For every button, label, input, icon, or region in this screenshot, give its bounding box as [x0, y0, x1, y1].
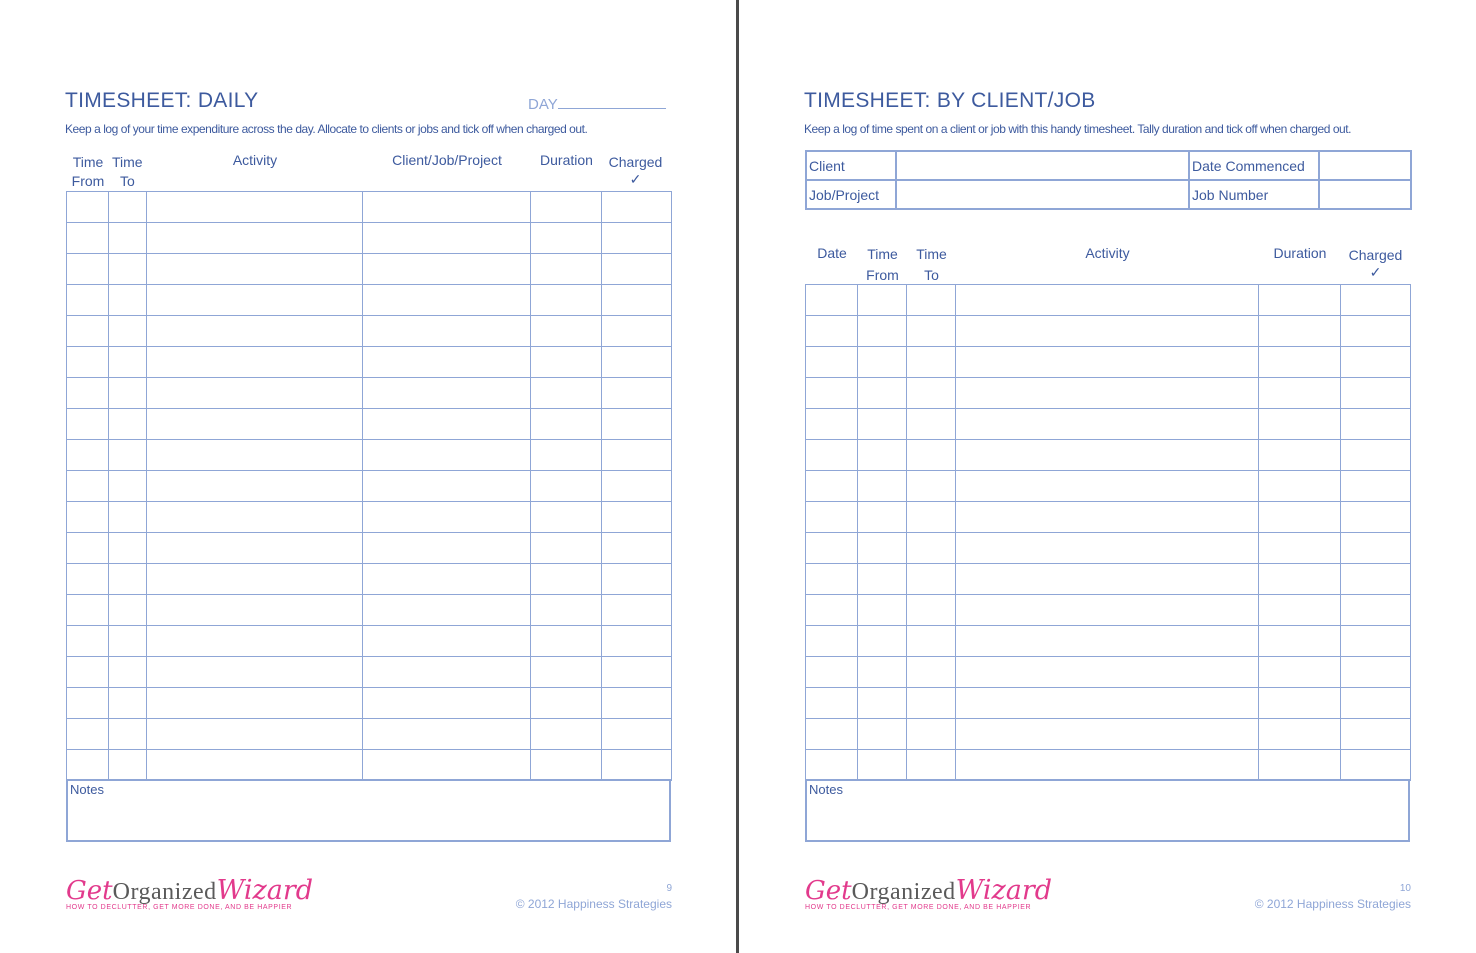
- table-row: [67, 626, 672, 657]
- table-row: [67, 533, 672, 564]
- entry-cell[interactable]: [1259, 719, 1341, 750]
- entry-cell[interactable]: [806, 564, 858, 595]
- entry-cell[interactable]: [1341, 471, 1411, 502]
- client-field[interactable]: [896, 151, 1189, 180]
- entry-cell[interactable]: [806, 533, 858, 564]
- entry-cell[interactable]: [858, 316, 907, 347]
- col-header-time-to: Time To: [112, 154, 143, 189]
- entry-cell[interactable]: [363, 657, 531, 688]
- entry-cell[interactable]: [956, 378, 1259, 409]
- check-icon: ✓: [629, 171, 642, 187]
- entry-cell[interactable]: [363, 316, 531, 347]
- entry-cell[interactable]: [806, 440, 858, 471]
- entry-cell[interactable]: [109, 564, 147, 595]
- entry-cell[interactable]: [1259, 502, 1341, 533]
- entry-cell[interactable]: [109, 285, 147, 316]
- table-row: [806, 564, 1411, 595]
- entry-cell[interactable]: [363, 688, 531, 719]
- table-row: [806, 440, 1411, 471]
- entry-cell[interactable]: [956, 750, 1259, 781]
- entry-cell[interactable]: [67, 378, 109, 409]
- page-number: 9: [666, 883, 672, 894]
- entry-cell[interactable]: [956, 409, 1259, 440]
- entry-cell[interactable]: [602, 564, 672, 595]
- entry-cell[interactable]: [858, 719, 907, 750]
- logo-tagline: HOW TO DECLUTTER, GET MORE DONE, AND BE HAPPIER: [805, 904, 1032, 911]
- entry-cell[interactable]: [1341, 409, 1411, 440]
- entry-cell[interactable]: [858, 688, 907, 719]
- entry-cell[interactable]: [363, 254, 531, 285]
- entry-cell[interactable]: [109, 626, 147, 657]
- entry-cell[interactable]: [67, 409, 109, 440]
- entry-cell[interactable]: [531, 409, 602, 440]
- get-organized-wizard-logo: GetOrganizedWizard HOW TO DECLUTTER, GET MORE DONE, AND BE HAPPIER: [805, 875, 1053, 911]
- entry-cell[interactable]: [147, 750, 363, 781]
- entry-cell[interactable]: [907, 409, 956, 440]
- entry-cell[interactable]: [109, 750, 147, 781]
- notes-label: Notes: [809, 782, 843, 797]
- entry-cell[interactable]: [1341, 564, 1411, 595]
- entry-cell[interactable]: [602, 223, 672, 254]
- entry-cell[interactable]: [806, 378, 858, 409]
- entry-cell[interactable]: [363, 378, 531, 409]
- entry-cell[interactable]: [67, 471, 109, 502]
- entry-cell[interactable]: [858, 657, 907, 688]
- entry-cell[interactable]: [858, 347, 907, 378]
- col-header-charged: Charged ✓: [602, 153, 669, 189]
- table-row: [806, 750, 1411, 781]
- entry-cell[interactable]: [147, 719, 363, 750]
- entry-cell[interactable]: [956, 285, 1259, 316]
- job-project-label: Job/Project: [806, 180, 896, 209]
- entry-cell[interactable]: [363, 471, 531, 502]
- entry-cell[interactable]: [956, 502, 1259, 533]
- entry-cell[interactable]: [602, 347, 672, 378]
- entry-cell[interactable]: [956, 347, 1259, 378]
- entry-cell[interactable]: [363, 750, 531, 781]
- entry-cell[interactable]: [67, 595, 109, 626]
- entry-cell[interactable]: [531, 595, 602, 626]
- entry-cell[interactable]: [1259, 564, 1341, 595]
- entry-cell[interactable]: [147, 440, 363, 471]
- col-header-charged: Charged ✓: [1341, 246, 1410, 282]
- entry-cell[interactable]: [1341, 595, 1411, 626]
- table-row: [806, 347, 1411, 378]
- entry-cell[interactable]: [531, 533, 602, 564]
- entry-cell[interactable]: [147, 595, 363, 626]
- entry-cell[interactable]: [363, 192, 531, 223]
- entry-cell[interactable]: [858, 285, 907, 316]
- page-subtitle: Keep a log of time spent on a client or job with this handy timesheet. Tally duration and tick off when charged out.: [804, 122, 1352, 136]
- entry-cell[interactable]: [363, 502, 531, 533]
- entry-cell[interactable]: [531, 657, 602, 688]
- entry-cell[interactable]: [531, 285, 602, 316]
- entry-cell[interactable]: [109, 688, 147, 719]
- entry-cell[interactable]: [109, 409, 147, 440]
- entry-cell[interactable]: [531, 750, 602, 781]
- entry-cell[interactable]: [806, 657, 858, 688]
- entry-cell[interactable]: [67, 316, 109, 347]
- entry-cell[interactable]: [147, 688, 363, 719]
- table-row: [806, 533, 1411, 564]
- entry-cell[interactable]: [858, 626, 907, 657]
- entry-cell[interactable]: [602, 595, 672, 626]
- entry-cell[interactable]: [806, 347, 858, 378]
- notes-label: Notes: [70, 782, 104, 797]
- entry-cell[interactable]: [531, 564, 602, 595]
- entry-cell[interactable]: [858, 440, 907, 471]
- entry-cell[interactable]: [67, 285, 109, 316]
- table-row: [806, 657, 1411, 688]
- entry-cell[interactable]: [67, 564, 109, 595]
- day-label: DAY: [528, 96, 558, 113]
- entry-cell[interactable]: [147, 471, 363, 502]
- entry-cell[interactable]: [109, 719, 147, 750]
- table-row: [67, 719, 672, 750]
- entry-cell[interactable]: [109, 440, 147, 471]
- table-row: [806, 285, 1411, 316]
- entry-cell[interactable]: [67, 502, 109, 533]
- table-row: [806, 471, 1411, 502]
- entry-cell[interactable]: [602, 471, 672, 502]
- entry-cell[interactable]: [956, 688, 1259, 719]
- entry-cell[interactable]: [858, 409, 907, 440]
- entry-cell[interactable]: [147, 533, 363, 564]
- entry-cell[interactable]: [363, 719, 531, 750]
- entry-cell[interactable]: [147, 378, 363, 409]
- entry-cell[interactable]: [806, 409, 858, 440]
- copyright: © 2012 Happiness Strategies: [1254, 897, 1411, 911]
- page-title: TIMESHEET: BY CLIENT/JOB: [804, 89, 1096, 112]
- entry-cell[interactable]: [1259, 626, 1341, 657]
- table-row: [806, 719, 1411, 750]
- entry-cell[interactable]: [858, 750, 907, 781]
- daily-timesheet-grid: [66, 191, 672, 781]
- entry-cell[interactable]: [907, 564, 956, 595]
- col-header-activity: Activity: [1085, 245, 1130, 261]
- entry-cell[interactable]: [858, 378, 907, 409]
- table-row: [67, 316, 672, 347]
- job-number-field[interactable]: [1319, 180, 1411, 209]
- entry-cell[interactable]: [1259, 378, 1341, 409]
- entry-cell[interactable]: [109, 657, 147, 688]
- entry-cell[interactable]: [1259, 657, 1341, 688]
- entry-cell[interactable]: [67, 192, 109, 223]
- page-subtitle: Keep a log of your time expenditure across the day. Allocate to clients or jobs and tick off when charged out.: [65, 122, 588, 136]
- table-row: [67, 502, 672, 533]
- entry-cell[interactable]: [363, 564, 531, 595]
- entry-cell[interactable]: [67, 688, 109, 719]
- entry-cell[interactable]: [1259, 285, 1341, 316]
- entry-cell[interactable]: [907, 688, 956, 719]
- entry-cell[interactable]: [531, 626, 602, 657]
- notes-box[interactable]: [66, 779, 671, 842]
- col-header-duration: Duration: [1273, 245, 1327, 261]
- table-row: [67, 285, 672, 316]
- col-header-activity: Activity: [232, 152, 278, 168]
- entry-cell[interactable]: [67, 223, 109, 254]
- entry-cell[interactable]: [1341, 440, 1411, 471]
- entry-cell[interactable]: [907, 440, 956, 471]
- entry-cell[interactable]: [907, 533, 956, 564]
- notes-box[interactable]: [805, 779, 1410, 842]
- entry-cell[interactable]: [806, 626, 858, 657]
- table-row: [67, 750, 672, 781]
- entry-cell[interactable]: [363, 409, 531, 440]
- table-row: [67, 564, 672, 595]
- entry-cell[interactable]: [806, 316, 858, 347]
- entry-cell[interactable]: [602, 440, 672, 471]
- entry-cell[interactable]: [602, 192, 672, 223]
- entry-cell[interactable]: [602, 626, 672, 657]
- entry-cell[interactable]: [1259, 688, 1341, 719]
- entry-cell[interactable]: [602, 533, 672, 564]
- table-row: [67, 254, 672, 285]
- entry-cell[interactable]: [109, 378, 147, 409]
- entry-cell[interactable]: [1259, 316, 1341, 347]
- date-commenced-field[interactable]: [1319, 151, 1411, 180]
- copyright: © 2012 Happiness Strategies: [515, 897, 672, 911]
- page-number: 10: [1399, 883, 1411, 894]
- entry-cell[interactable]: [858, 502, 907, 533]
- entry-cell[interactable]: [109, 254, 147, 285]
- entry-cell[interactable]: [907, 378, 956, 409]
- entry-cell[interactable]: [1341, 378, 1411, 409]
- entry-cell[interactable]: [1259, 750, 1341, 781]
- table-row: [67, 595, 672, 626]
- entry-cell[interactable]: [67, 347, 109, 378]
- entry-cell[interactable]: [1259, 409, 1341, 440]
- entry-cell[interactable]: [1341, 502, 1411, 533]
- client-job-timesheet-grid: [805, 284, 1411, 781]
- entry-cell[interactable]: [67, 719, 109, 750]
- table-row: [67, 347, 672, 378]
- table-row: [67, 223, 672, 254]
- entry-cell[interactable]: [109, 471, 147, 502]
- day-field[interactable]: [528, 94, 666, 113]
- entry-cell[interactable]: [956, 657, 1259, 688]
- entry-cell[interactable]: [363, 533, 531, 564]
- table-row: [67, 688, 672, 719]
- table-row: [67, 409, 672, 440]
- entry-cell[interactable]: [363, 595, 531, 626]
- entry-cell[interactable]: [531, 719, 602, 750]
- entry-cell[interactable]: [1259, 533, 1341, 564]
- entry-cell[interactable]: [956, 564, 1259, 595]
- entry-cell[interactable]: [147, 657, 363, 688]
- entry-cell[interactable]: [147, 223, 363, 254]
- entry-cell[interactable]: [1341, 688, 1411, 719]
- entry-cell[interactable]: [907, 471, 956, 502]
- job-number-label: Job Number: [1189, 180, 1319, 209]
- date-commenced-label: Date Commenced: [1189, 151, 1319, 180]
- entry-cell[interactable]: [602, 750, 672, 781]
- entry-cell[interactable]: [806, 471, 858, 502]
- entry-cell[interactable]: [147, 254, 363, 285]
- entry-cell[interactable]: [67, 626, 109, 657]
- entry-cell[interactable]: [109, 533, 147, 564]
- entry-cell[interactable]: [602, 657, 672, 688]
- client-job-timesheet-page: [739, 0, 1476, 953]
- table-row: [67, 657, 672, 688]
- entry-cell[interactable]: [109, 502, 147, 533]
- logo-tagline: HOW TO DECLUTTER, GET MORE DONE, AND BE HAPPIER: [66, 904, 293, 911]
- entry-cell[interactable]: [907, 719, 956, 750]
- entry-cell[interactable]: [531, 316, 602, 347]
- entry-cell[interactable]: [531, 378, 602, 409]
- entry-cell[interactable]: [109, 595, 147, 626]
- entry-cell[interactable]: [956, 440, 1259, 471]
- client-label: Client: [806, 151, 896, 180]
- job-info-table: [805, 150, 1412, 210]
- entry-cell[interactable]: [1341, 657, 1411, 688]
- entry-cell[interactable]: [1259, 595, 1341, 626]
- entry-cell[interactable]: [907, 657, 956, 688]
- col-header-client-job-project: Client/Job/Project: [392, 152, 502, 168]
- entry-cell[interactable]: [531, 223, 602, 254]
- entry-cell[interactable]: [806, 502, 858, 533]
- entry-cell[interactable]: [956, 595, 1259, 626]
- table-row: [806, 502, 1411, 533]
- entry-cell[interactable]: [531, 502, 602, 533]
- entry-cell[interactable]: [531, 347, 602, 378]
- entry-cell[interactable]: [1341, 316, 1411, 347]
- check-icon: ✓: [1369, 264, 1382, 280]
- entry-cell[interactable]: [531, 471, 602, 502]
- entry-cell[interactable]: [147, 502, 363, 533]
- entry-cell[interactable]: [363, 285, 531, 316]
- col-header-duration: Duration: [540, 152, 593, 168]
- entry-cell[interactable]: [907, 347, 956, 378]
- table-row: [806, 378, 1411, 409]
- daily-timesheet-page: [0, 0, 737, 953]
- entry-cell[interactable]: [956, 719, 1259, 750]
- col-header-time-from: Time From: [866, 246, 899, 283]
- entry-cell[interactable]: [1341, 285, 1411, 316]
- col-header-time-to: Time To: [916, 246, 947, 283]
- entry-cell[interactable]: [956, 626, 1259, 657]
- entry-cell[interactable]: [602, 285, 672, 316]
- entry-cell[interactable]: [363, 626, 531, 657]
- col-header-date: Date: [817, 245, 847, 261]
- entry-cell[interactable]: [1341, 626, 1411, 657]
- entry-cell[interactable]: [858, 595, 907, 626]
- entry-cell[interactable]: [1259, 347, 1341, 378]
- entry-cell[interactable]: [602, 409, 672, 440]
- entry-cell[interactable]: [67, 254, 109, 285]
- entry-cell[interactable]: [67, 533, 109, 564]
- entry-cell[interactable]: [602, 254, 672, 285]
- entry-cell[interactable]: [1259, 471, 1341, 502]
- entry-cell[interactable]: [147, 347, 363, 378]
- entry-cell[interactable]: [907, 626, 956, 657]
- get-organized-wizard-logo: GetOrganizedWizard HOW TO DECLUTTER, GET MORE DONE, AND BE HAPPIER: [66, 875, 314, 911]
- entry-cell[interactable]: [147, 316, 363, 347]
- entry-cell[interactable]: [806, 750, 858, 781]
- entry-cell[interactable]: [602, 688, 672, 719]
- job-project-field[interactable]: [896, 180, 1189, 209]
- entry-cell[interactable]: [1341, 750, 1411, 781]
- entry-cell[interactable]: [858, 564, 907, 595]
- table-row: [67, 378, 672, 409]
- entry-cell[interactable]: [1341, 719, 1411, 750]
- entry-cell[interactable]: [1259, 440, 1341, 471]
- entry-cell[interactable]: [363, 223, 531, 254]
- entry-cell[interactable]: [806, 285, 858, 316]
- entry-cell[interactable]: [147, 285, 363, 316]
- entry-cell[interactable]: [109, 347, 147, 378]
- entry-cell[interactable]: [363, 440, 531, 471]
- table-row: [806, 409, 1411, 440]
- entry-cell[interactable]: [907, 502, 956, 533]
- table-row: [806, 595, 1411, 626]
- entry-cell[interactable]: [956, 471, 1259, 502]
- entry-cell[interactable]: [907, 316, 956, 347]
- entry-cell[interactable]: [147, 564, 363, 595]
- entry-cell[interactable]: [602, 502, 672, 533]
- entry-cell[interactable]: [147, 409, 363, 440]
- entry-cell[interactable]: [363, 347, 531, 378]
- col-header-time-from: Time From: [71, 154, 105, 189]
- entry-cell[interactable]: [858, 533, 907, 564]
- table-row: [806, 316, 1411, 347]
- table-row: [806, 688, 1411, 719]
- entry-cell[interactable]: [67, 440, 109, 471]
- entry-cell[interactable]: [806, 719, 858, 750]
- entry-cell[interactable]: [531, 192, 602, 223]
- entry-cell[interactable]: [147, 192, 363, 223]
- entry-cell[interactable]: [531, 688, 602, 719]
- entry-cell[interactable]: [1341, 533, 1411, 564]
- table-row: [67, 192, 672, 223]
- entry-cell[interactable]: [907, 750, 956, 781]
- table-row: [806, 626, 1411, 657]
- entry-cell[interactable]: [806, 595, 858, 626]
- table-row: [67, 471, 672, 502]
- page-title: TIMESHEET: DAILY: [65, 89, 259, 112]
- entry-cell[interactable]: [67, 657, 109, 688]
- entry-cell[interactable]: [67, 750, 109, 781]
- entry-cell[interactable]: [602, 316, 672, 347]
- entry-cell[interactable]: [109, 316, 147, 347]
- entry-cell[interactable]: [602, 378, 672, 409]
- day-blank-line: [558, 94, 666, 109]
- entry-cell[interactable]: [109, 192, 147, 223]
- entry-cell[interactable]: [602, 719, 672, 750]
- table-row: [67, 440, 672, 471]
- entry-cell[interactable]: [1341, 347, 1411, 378]
- entry-cell[interactable]: [907, 285, 956, 316]
- entry-cell[interactable]: [956, 316, 1259, 347]
- entry-cell[interactable]: [109, 223, 147, 254]
- entry-cell[interactable]: [147, 626, 363, 657]
- entry-cell[interactable]: [531, 254, 602, 285]
- entry-cell[interactable]: [956, 533, 1259, 564]
- entry-cell[interactable]: [858, 471, 907, 502]
- entry-cell[interactable]: [806, 688, 858, 719]
- entry-cell[interactable]: [907, 595, 956, 626]
- entry-cell[interactable]: [531, 440, 602, 471]
